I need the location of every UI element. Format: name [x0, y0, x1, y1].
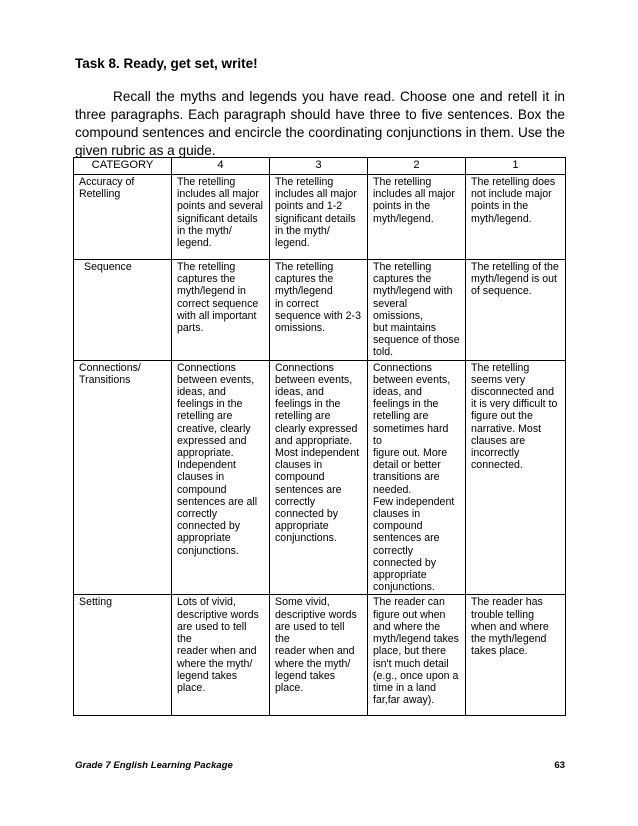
rubric-cell: Connections between events, ideas, and feelings in the retelling are creative, clearly expressed and appropriate. Independent clauses in compound sentences are all correctly connected by appropriate conjunctions.: [172, 360, 270, 595]
table-row: [74, 175, 566, 260]
rubric-cell: The retelling includes all major points in the myth/legend.: [368, 175, 466, 260]
task-title: Task 8. Ready, get set, write!: [75, 56, 258, 71]
header-category: CATEGORY: [74, 158, 172, 175]
rubric-cell: Connections between events, ideas, and feelings in the retelling are sometimes hard to figure out. More detail or better transitions are needed. Few independent clauses in compound sentences are correctly connected by appropriate conjunctions.: [368, 360, 466, 595]
rubric-table: [73, 157, 566, 716]
category-cell: Accuracy of Retelling: [74, 175, 172, 260]
header-score-4: 4: [172, 158, 270, 175]
rubric-cell: The retelling captures the myth/legend in correct sequence with all important parts.: [172, 260, 270, 361]
table-row: [74, 260, 566, 361]
table-row: [74, 360, 566, 595]
footer-package-title: Grade 7 English Learning Package: [75, 760, 233, 771]
category-cell: Sequence: [74, 260, 172, 361]
rubric-header-row: [74, 158, 566, 175]
rubric-cell: The retelling of the myth/legend is out of sequence.: [466, 260, 566, 361]
table-row: [74, 595, 566, 716]
rubric-cell: Connections between events, ideas, and feelings in the retelling are clearly expressed and appropriate. Most independent clauses in compound sentences are correctly connected by appropriate conjunctions.: [270, 360, 368, 595]
category-cell: Setting: [74, 595, 172, 716]
rubric-cell: The retelling includes all major points and several significant details in the myth/ legend.: [172, 175, 270, 260]
rubric-cell: The retelling captures the myth/legend in correct sequence with 2-3 omissions.: [270, 260, 368, 361]
rubric-cell: The reader can figure out when and where the myth/legend takes place, but there isn't much detail (e.g., once upon a time in a land far,far away).: [368, 595, 466, 716]
header-score-3: 3: [270, 158, 368, 175]
rubric-cell: The reader has trouble telling when and where the myth/legend takes place.: [466, 595, 566, 716]
rubric-cell: The retelling does not include major points in the myth/legend.: [466, 175, 566, 260]
rubric-cell: The retelling includes all major points and 1-2 significant details in the myth/ legend.: [270, 175, 368, 260]
rubric-cell: The retelling seems very disconnected and it is very difficult to figure out the narrative. Most clauses are incorrectly connected.: [466, 360, 566, 595]
task-instructions: Recall the myths and legends you have read. Choose one and retell it in three paragraphs. Each paragraph should have three to five sentences. Box the compound sentences and encircle the coordinating conjunctions in them. Use the given rubric as a guide.: [75, 89, 565, 158]
page-number: 63: [554, 760, 565, 771]
rubric-cell: Lots of vivid, descriptive words are used to tell the reader when and where the myth/ legend takes place.: [172, 595, 270, 716]
rubric-cell: Some vivid, descriptive words are used to tell the reader when and where the myth/ legend takes place.: [270, 595, 368, 716]
header-score-2: 2: [368, 158, 466, 175]
rubric-cell: The retelling captures the myth/legend with several omissions, but maintains sequence of those told.: [368, 260, 466, 361]
category-cell: Connections/ Transitions: [74, 360, 172, 595]
header-score-1: 1: [466, 158, 566, 175]
